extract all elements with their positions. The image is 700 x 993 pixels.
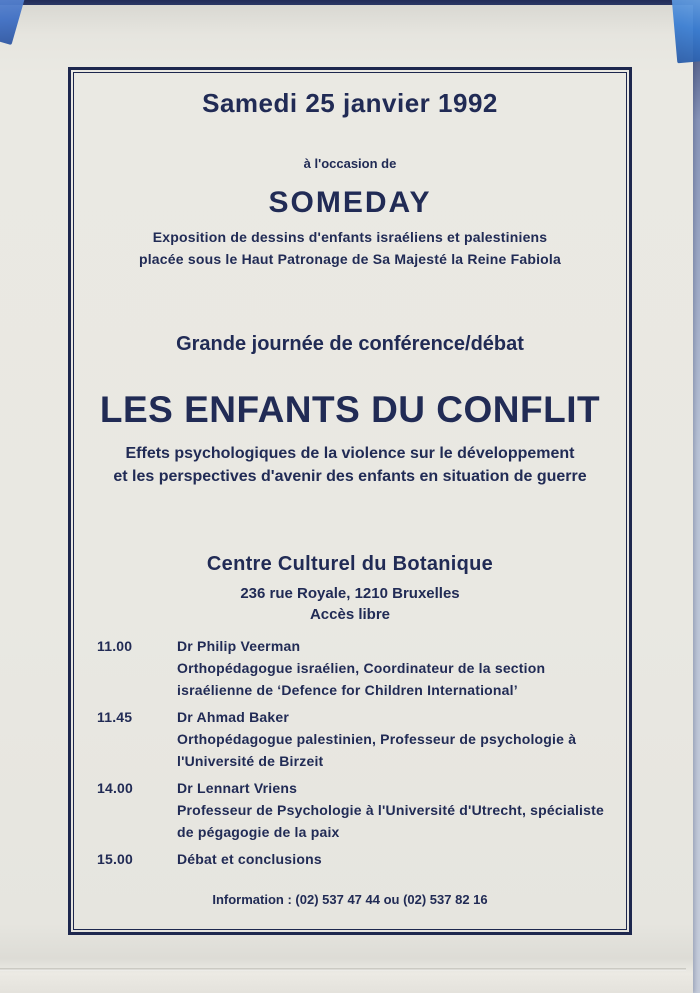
occasion-intro: à l'occasion de bbox=[303, 156, 397, 171]
schedule-time: 14.00 bbox=[97, 780, 134, 796]
venue-access: Accès libre bbox=[309, 606, 391, 623]
conference-title: LES ENFANTS DU CONFLIT bbox=[99, 389, 601, 430]
poster-border-frame bbox=[68, 67, 632, 935]
schedule-row bbox=[97, 706, 625, 772]
speaker-description: l'Université de Birzeit bbox=[177, 753, 324, 769]
poster-paper bbox=[0, 5, 693, 993]
paper-fold-line bbox=[0, 968, 686, 971]
exposition-line-1: Exposition de dessins d'enfants israéliens et palestiniens bbox=[152, 229, 548, 245]
schedule-list bbox=[75, 635, 625, 870]
schedule-closing-item: Débat et conclusions bbox=[177, 851, 322, 867]
exposition-line-2: placée sous le Haut Patronage de Sa Majesté la Reine Fabiola bbox=[138, 251, 562, 267]
speaker-description: de pégagogie de la paix bbox=[177, 824, 340, 840]
subtitle-line-1: Effets psychologiques de la violence sur le développement bbox=[125, 445, 575, 462]
speaker-description: Orthopédagogue palestinien, Professeur de psychologie à bbox=[177, 731, 577, 747]
subtitle-line-2: et les perspectives d'avenir des enfants en situation de guerre bbox=[113, 467, 587, 485]
schedule-time: 15.00 bbox=[97, 851, 134, 867]
schedule-row bbox=[97, 777, 625, 843]
schedule-entry bbox=[177, 706, 625, 772]
venue-name: Centre Culturel du Botanique bbox=[206, 553, 494, 575]
venue-details bbox=[75, 583, 625, 625]
speaker-description: Professeur de Psychologie à l'Université d'Utrecht, spécialiste bbox=[177, 802, 604, 818]
date-header: Samedi 25 janvier 1992 bbox=[202, 88, 498, 118]
schedule-row bbox=[97, 635, 625, 701]
someday-title: SOMEDAY bbox=[268, 186, 432, 219]
conference-subtitle bbox=[75, 443, 625, 488]
schedule-time: 11.45 bbox=[97, 709, 133, 725]
schedule-row bbox=[97, 848, 625, 870]
speaker-name: Dr Lennart Vriens bbox=[177, 780, 298, 796]
speaker-name: Dr Philip Veerman bbox=[177, 638, 301, 654]
exposition-description bbox=[75, 226, 625, 270]
poster-content bbox=[75, 74, 625, 928]
schedule-time: 11.00 bbox=[97, 638, 133, 654]
schedule-entry bbox=[177, 635, 625, 701]
venue-address: 236 rue Royale, 1210 Bruxelles bbox=[240, 585, 460, 602]
conference-kicker: Grande journée de conférence/débat bbox=[176, 333, 524, 355]
speaker-description: Orthopédagogue israélien, Coordinateur de la section bbox=[177, 660, 546, 676]
schedule-entry bbox=[177, 777, 625, 843]
schedule-entry bbox=[177, 848, 625, 870]
information-phone-line: Information : (02) 537 47 44 ou (02) 537 82 16 bbox=[212, 892, 488, 907]
speaker-description: israélienne de ‘Defence for Children International’ bbox=[177, 682, 518, 698]
speaker-name: Dr Ahmad Baker bbox=[177, 709, 289, 725]
